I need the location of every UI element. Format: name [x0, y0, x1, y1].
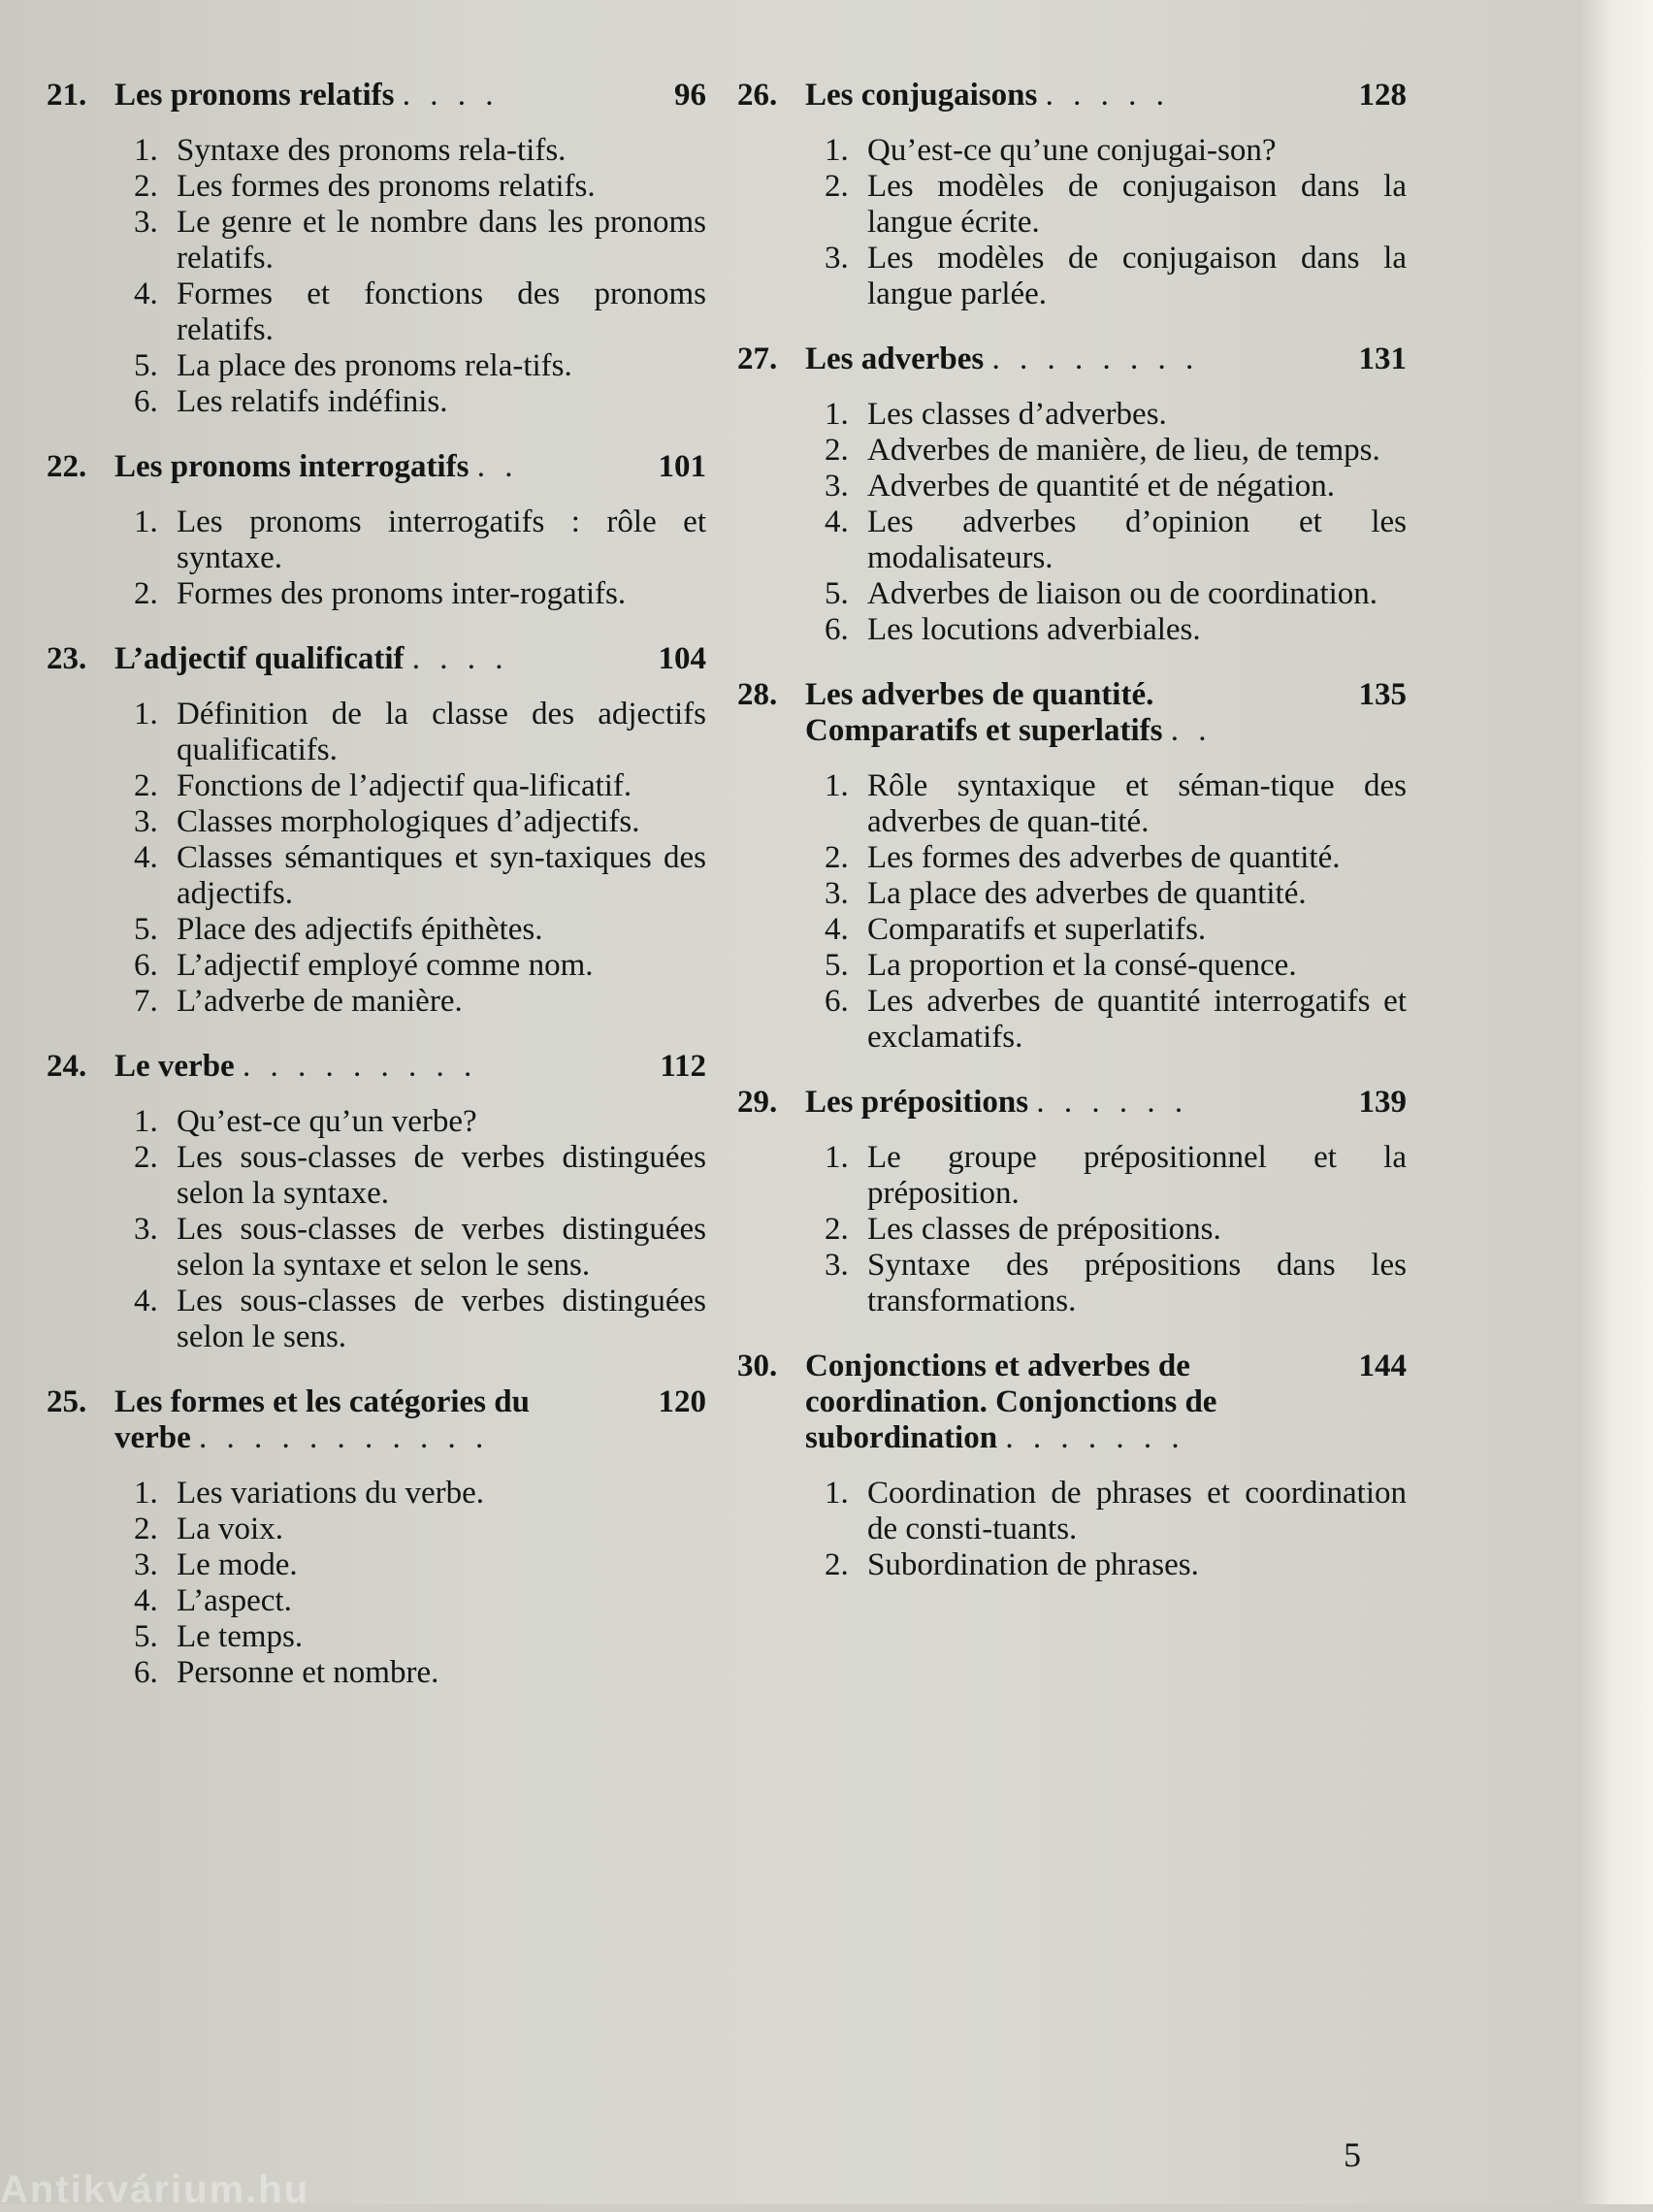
page-edge	[1581, 0, 1653, 2204]
chapter-title: Les pronoms interrogatifs	[114, 449, 470, 484]
list-item: 6. Les locutions adverbiales.	[825, 612, 1201, 647]
list-item: 4. Les sous-classes de verbes distinguées selon le sens.	[134, 1284, 706, 1354]
toc-chapter-21	[47, 78, 706, 420]
leader-dots: . . . . . .	[1036, 1085, 1189, 1120]
chapter-number: 23.	[47, 641, 87, 676]
chapter-page-number: 135	[1358, 677, 1407, 712]
leader-dots: . . . . . . . . . . .	[199, 1420, 490, 1455]
chapter-title: Les adverbes de quantité. Comparatifs et superlatifs	[805, 677, 1163, 748]
chapter-number: 30.	[737, 1349, 778, 1383]
leader-dots: . . . . . . . .	[991, 342, 1200, 376]
chapter-title: Les formes et les catégories du verbe	[114, 1384, 530, 1455]
list-item: 1. Les variations du verbe.	[134, 1476, 485, 1511]
toc-chapter-23	[47, 641, 706, 1020]
list-item: 4. Classes sémantiques et syn-taxiques des adjectifs.	[134, 840, 706, 911]
list-item: 6. Les adverbes de quantité interrogatifs et exclamatifs.	[825, 984, 1407, 1055]
chapter-title: Conjonctions et adverbes de coordination. Conjonctions de subordination	[805, 1349, 1217, 1455]
list-item: 2. Les formes des adverbes de quantité.	[825, 840, 1341, 875]
page-number: 5	[1344, 2135, 1361, 2174]
chapter-number: 22.	[47, 449, 87, 484]
chapter-heading[interactable]	[737, 1349, 1407, 1456]
chapter-number: 27.	[737, 342, 778, 376]
chapter-page-number: 120	[658, 1384, 706, 1419]
list-item: 6. L’adjectif employé comme nom.	[134, 948, 594, 983]
list-item: 2. Les classes de prépositions.	[825, 1212, 1221, 1247]
list-item: 2. Les sous-classes de verbes distinguées selon la syntaxe.	[134, 1140, 706, 1211]
list-item: 1. Rôle syntaxique et séman-tique des adverbes de quan-tité.	[825, 768, 1407, 839]
list-item: 2. Adverbes de manière, de lieu, de temps.	[825, 433, 1380, 468]
chapter-heading[interactable]	[737, 1085, 1407, 1121]
list-item: 1. Les classes d’adverbes.	[825, 397, 1167, 432]
toc-right-column	[737, 78, 1407, 1612]
chapter-heading[interactable]	[47, 449, 706, 485]
list-item: 1. Les pronoms interrogatifs : rôle et syntaxe.	[134, 504, 706, 575]
chapter-heading[interactable]	[47, 78, 706, 114]
list-item: 3. La place des adverbes de quantité.	[825, 876, 1307, 911]
list-item: 3. Le genre et le nombre dans les pronoms relatifs.	[134, 205, 706, 276]
chapter-heading[interactable]	[737, 78, 1407, 114]
chapter-page-number: 128	[1358, 78, 1407, 113]
leader-dots: . .	[476, 449, 519, 484]
toc-chapter-24	[47, 1049, 706, 1355]
chapter-page-number: 131	[1358, 342, 1407, 376]
chapter-title: Les pronoms relatifs	[114, 78, 395, 113]
leader-dots: . .	[1170, 713, 1213, 748]
chapter-number: 25.	[47, 1384, 87, 1419]
chapter-page-number: 139	[1358, 1085, 1407, 1120]
chapter-number: 21.	[47, 78, 87, 113]
chapter-number: 28.	[737, 677, 778, 712]
list-item: 4. Formes et fonctions des pronoms relatifs.	[134, 276, 706, 347]
list-item: 2. Les modèles de conjugaison dans la langue écrite.	[825, 169, 1407, 240]
list-item: 1. Qu’est-ce qu’une conjugai-son?	[825, 133, 1277, 168]
list-item: 2. Les formes des pronoms relatifs.	[134, 169, 596, 204]
toc-chapter-25	[47, 1384, 706, 1691]
chapter-heading[interactable]	[737, 342, 1407, 377]
list-item: 6. Les relatifs indéfinis.	[134, 384, 448, 419]
list-item: 3. Classes morphologiques d’adjectifs.	[134, 804, 640, 839]
list-item: 4. Comparatifs et superlatifs.	[825, 912, 1207, 947]
chapter-page-number: 96	[674, 78, 706, 113]
chapter-title: Les prépositions	[805, 1085, 1029, 1120]
toc-chapter-27	[737, 342, 1407, 648]
chapter-title: L’adjectif qualificatif	[114, 641, 405, 676]
list-item: 1. Syntaxe des pronoms rela-tifs.	[134, 133, 567, 168]
chapter-number: 24.	[47, 1049, 87, 1084]
list-item: 5. Place des adjectifs épithètes.	[134, 912, 543, 947]
list-item: 2. La voix.	[134, 1512, 283, 1546]
chapter-page-number: 104	[658, 641, 706, 676]
chapter-page-number: 101	[658, 449, 706, 484]
list-item: 1. Le groupe prépositionnel et la préposition.	[825, 1140, 1407, 1211]
chapter-heading[interactable]	[737, 677, 1407, 749]
list-item: 5. La proportion et la consé-quence.	[825, 948, 1297, 983]
leader-dots: . . . . .	[1045, 78, 1170, 113]
chapter-title: Les adverbes	[805, 342, 985, 376]
chapter-number: 29.	[737, 1085, 778, 1120]
chapter-title: Le verbe	[114, 1049, 235, 1084]
chapter-title: Les conjugaisons	[805, 78, 1038, 113]
leader-dots: . . . .	[411, 641, 509, 676]
chapter-heading[interactable]	[47, 641, 706, 677]
leader-dots: . . . . . . . . .	[242, 1049, 478, 1084]
list-item: 1. Coordination de phrases et coordination de consti-tuants.	[825, 1476, 1407, 1546]
leader-dots: . . . .	[402, 78, 500, 113]
chapter-heading[interactable]	[47, 1384, 706, 1456]
watermark: Antikvárium.hu	[0, 2168, 310, 2211]
toc-chapter-26	[737, 78, 1407, 312]
list-item: 3. Les modèles de conjugaison dans la langue parlée.	[825, 241, 1407, 311]
list-item: 6. Personne et nombre.	[134, 1655, 439, 1690]
chapter-page-number: 144	[1358, 1349, 1407, 1383]
list-item: 4. L’aspect.	[134, 1583, 292, 1618]
toc-left-column	[47, 78, 706, 1720]
list-item: 3. Syntaxe des prépositions dans les transformations.	[825, 1248, 1407, 1318]
list-item: 5. Le temps.	[134, 1619, 304, 1654]
toc-chapter-30	[737, 1349, 1407, 1583]
chapter-number: 26.	[737, 78, 778, 113]
list-item: 1. Définition de la classe des adjectifs qualificatifs.	[134, 697, 706, 767]
list-item: 1. Qu’est-ce qu’un verbe?	[134, 1104, 477, 1139]
list-item: 3. Adverbes de quantité et de négation.	[825, 469, 1335, 504]
list-item: 3. Les sous-classes de verbes distinguées selon la syntaxe et selon le sens.	[134, 1212, 706, 1283]
list-item: 4. Les adverbes d’opinion et les modalisateurs.	[825, 504, 1407, 575]
chapter-page-number: 112	[660, 1049, 706, 1084]
leader-dots: . . . . . . .	[1005, 1420, 1185, 1455]
list-item: 3. Le mode.	[134, 1547, 298, 1582]
list-item: 7. L’adverbe de manière.	[134, 984, 463, 1019]
list-item: 5. Adverbes de liaison ou de coordination.	[825, 576, 1378, 611]
toc-chapter-22	[47, 449, 706, 612]
list-item: 2. Fonctions de l’adjectif qua-lificatif.	[134, 768, 632, 803]
chapter-heading[interactable]	[47, 1049, 706, 1085]
toc-chapter-29	[737, 1085, 1407, 1319]
toc-chapter-28	[737, 677, 1407, 1056]
list-item: 2. Formes des pronoms inter-rogatifs.	[134, 576, 627, 611]
list-item: 5. La place des pronoms rela-tifs.	[134, 348, 572, 383]
list-item: 2. Subordination de phrases.	[825, 1547, 1199, 1582]
